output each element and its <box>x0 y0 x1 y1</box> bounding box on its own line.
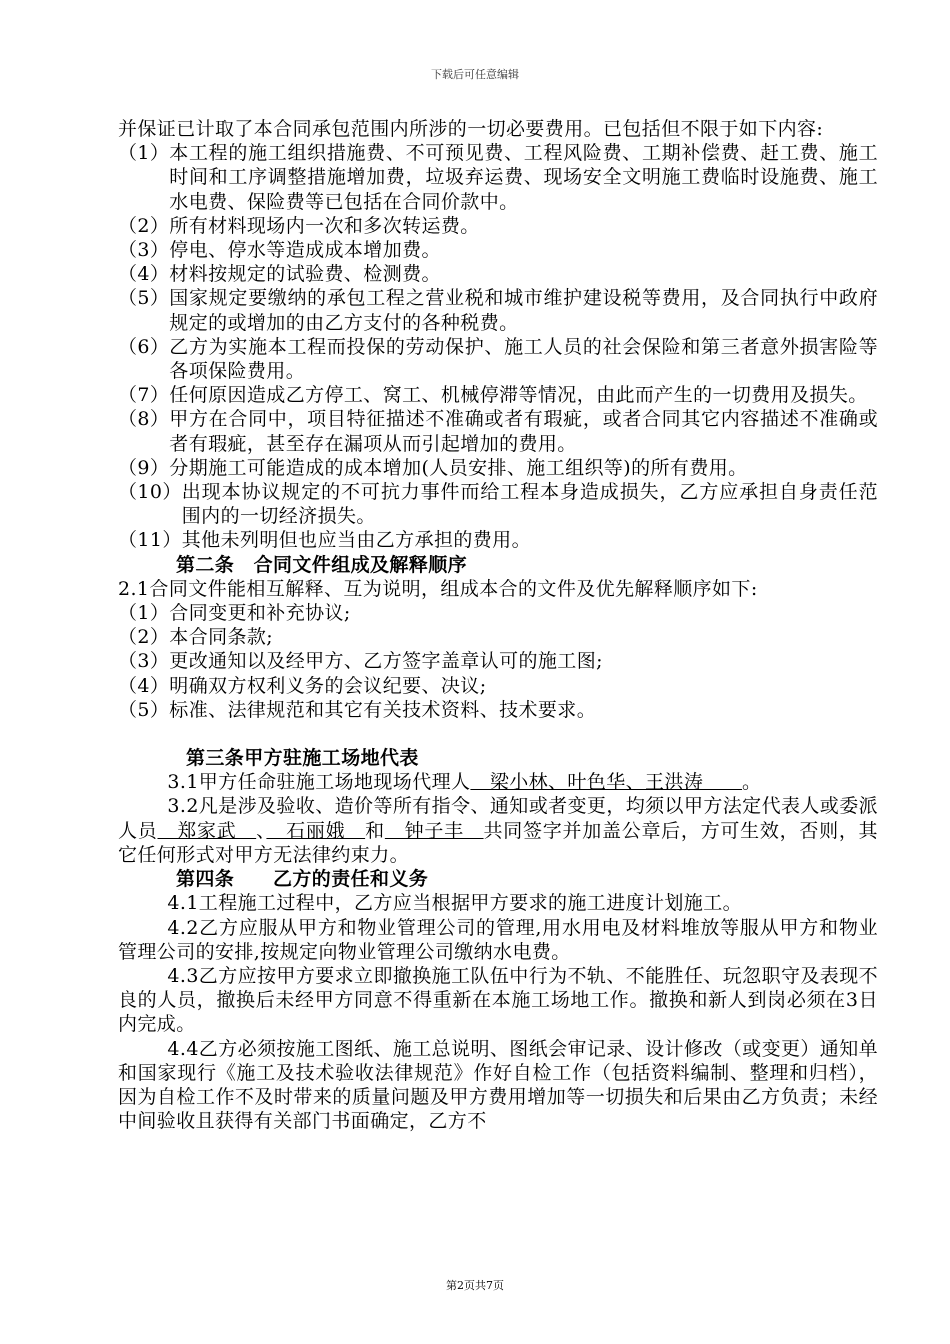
list-item <box>118 141 878 214</box>
list-item <box>118 383 878 407</box>
list-item <box>118 456 878 480</box>
list-item <box>118 238 878 262</box>
item-number: （4） <box>118 263 170 286</box>
list-item <box>118 286 878 334</box>
clause-4-4: 4.4乙方必须按施工图纸、施工总说明、图纸会审记录、设计修改（或变更）通知单和国家现行《施工及技术验收法律规范》作好自检工作（包括资料编制、整理和归档），因为自检工作不及时带来的质量问题及甲方费用增加等一切损失和后果由乙方负责；未经中间验收且获得有关部门书面确定，乙方不 <box>118 1037 878 1133</box>
clause-4-3: 4.3乙方应按甲方要求立即撤换施工队伍中行为不轨、不能胜任、玩忽职守及表现不良的人员，撤换后未经甲方同意不得重新在本施工场地工作。撤换和新人到岗必须在3日内完成。 <box>118 964 878 1036</box>
list-item: （3）更改通知以及经甲方、乙方签字盖章认可的施工图; <box>118 650 603 673</box>
clause-3-2 <box>118 794 878 867</box>
document-body <box>118 117 878 1133</box>
item-number: （2） <box>118 214 170 237</box>
clause-text: 共同签字并加盖公章后，方可生效，否则，其它任何形式对甲方无法律约束力。 <box>118 819 878 866</box>
article-3-heading: 第三条甲方驻施工场地代表 <box>186 747 419 770</box>
clause-3-1 <box>118 770 878 794</box>
item-text: 出现本协议规定的不可抗力事件而给工程本身造成损失，乙方应承担自身责任范围内的一切经济损失。 <box>181 481 878 528</box>
page-number: 第2页共7页 <box>446 1279 504 1292</box>
item-text: 停电、停水等造成成本增加费。 <box>169 239 441 262</box>
list-item: （1）合同变更和补充协议; <box>118 602 351 625</box>
item-text: 任何原因造成乙方停工、窝工、机械停滞等情况，由此而产生的一切费用及损失。 <box>169 384 868 407</box>
list-item <box>118 528 878 552</box>
cost-items-list <box>118 141 878 552</box>
delegate-name-1: 郑家武 <box>157 819 257 842</box>
delegate-name-2: 石丽娥 <box>266 819 366 842</box>
list-item <box>118 214 878 238</box>
item-number: （5） <box>118 287 170 310</box>
item-number: （9） <box>118 456 170 479</box>
clause-text: 、 <box>256 819 267 842</box>
clause-text: 和 <box>365 819 385 842</box>
item-text: 材料按规定的试验费、检测费。 <box>169 263 441 286</box>
clause-text: 3.1甲方任命驻施工场地现场代理人 <box>167 771 471 794</box>
clause-4-2: 4.2乙方应服从甲方和物业管理公司的管理,用水用电及材料堆放等服从甲方和物业管理公司的安排,按规定向物业管理公司缴纳水电费。 <box>118 916 878 963</box>
clause-text: 3.2凡是涉及验收、造价等所有指令、通知或者变更，均须以甲方法定代表人或委派人员 <box>118 795 878 842</box>
item-number: （10） <box>118 481 182 504</box>
item-number: （1） <box>118 142 170 165</box>
intro-paragraph: 并保证已计取了本合同承包范围内所涉的一切必要费用。已包括但不限于如下内容: <box>118 118 824 140</box>
item-text: 国家规定要缴纳的承包工程之营业税和城市维护建设税等费用，及合同执行中政府规定的或增加的由乙方支付的各种税费。 <box>169 287 878 334</box>
article-4-heading: 第四条 乙方的责任和义务 <box>176 868 429 891</box>
list-item <box>118 262 878 286</box>
item-text: 分期施工可能造成的成本增加(人员安排、施工组织等)的所有费用。 <box>169 456 748 479</box>
list-item <box>118 407 878 455</box>
clause-4-1: 4.1工程施工过程中，乙方应当根据甲方要求的施工进度计划施工。 <box>167 892 743 915</box>
item-text: 本工程的施工组织措施费、不可预见费、工程风险费、工期补偿费、赶工费、施工时间和工序调整措施增加费，垃圾弃运费、现场安全文明施工费临时设施费、施工水电费、保险费等已包括在合同价款中。 <box>169 142 878 213</box>
article-2-intro: 2.1合同文件能相互解释、互为说明，组成本合的文件及优先解释顺序如下: <box>118 577 758 600</box>
list-item <box>118 480 878 528</box>
item-number: （7） <box>118 384 170 407</box>
item-text: 乙方为实施本工程而投保的劳动保护、施工人员的社会保险和第三者意外损害险等各项保险费用。 <box>169 335 878 383</box>
list-item: （5）标准、法律规范和其它有关技术资料、技术要求。 <box>118 698 597 721</box>
representative-names: 梁小林、叶色华、王洪涛 <box>470 771 743 794</box>
item-number: （6） <box>118 335 170 358</box>
header-note: 下载后可任意编辑 <box>431 68 519 81</box>
article-2-heading: 第二条 合同文件组成及解释顺序 <box>176 553 468 576</box>
list-item <box>118 335 878 383</box>
item-text: 其他未列明但也应当由乙方承担的费用。 <box>181 529 531 552</box>
item-number: （11） <box>118 529 182 552</box>
item-number: （8） <box>118 408 170 431</box>
item-number: （3） <box>118 239 170 262</box>
clause-text: 。 <box>742 771 762 794</box>
item-text: 所有材料现场内一次和多次转运费。 <box>169 214 480 237</box>
item-text: 甲方在合同中，项目特征描述不准确或者有瑕疵，或者合同其它内容描述不准确或者有瑕疵，甚至存在漏项从而引起增加的费用。 <box>169 408 878 455</box>
list-item: （4）明确双方权利义务的会议纪要、决议; <box>118 674 487 697</box>
list-item: （2）本合同条款; <box>118 626 274 649</box>
delegate-name-3: 钟子丰 <box>384 819 484 842</box>
